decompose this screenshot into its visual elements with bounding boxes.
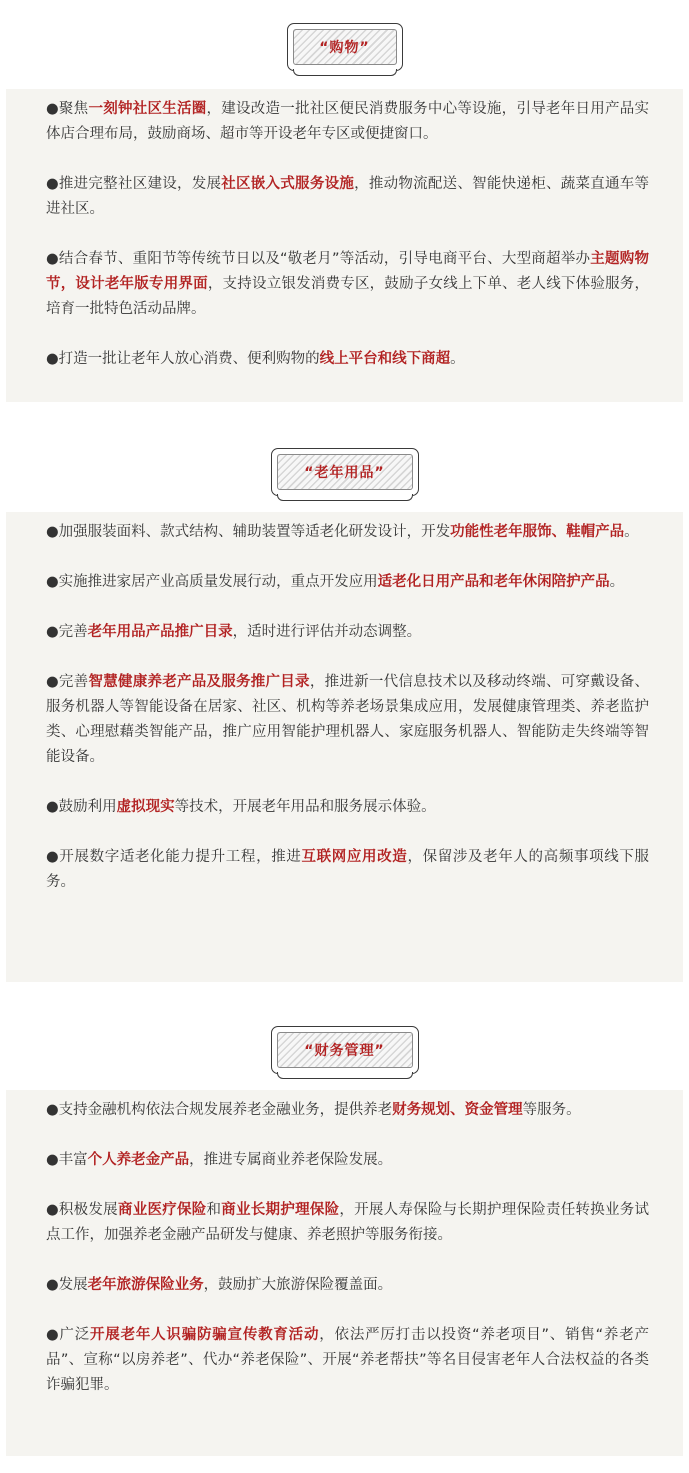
highlight-text: 社区嵌入式服务设施 bbox=[221, 176, 355, 192]
body-text: ●发展 bbox=[46, 1277, 88, 1293]
highlight-text: 互联网应用改造 bbox=[301, 849, 408, 865]
highlight-text: 智慧健康养老产品及服务推广目录 bbox=[88, 674, 310, 690]
section-finance-panel bbox=[6, 1090, 683, 1456]
body-text: ，开展人寿保险与长期护理保险责任转换业务试点工作，加强养老金融产品研发与健康、养老照护等服务衔接。 bbox=[46, 1202, 650, 1243]
section-title: “购物” bbox=[319, 40, 370, 56]
section-title-badge bbox=[271, 448, 419, 496]
section-elderly-products-header bbox=[0, 448, 689, 502]
body-text: 。 bbox=[450, 351, 465, 367]
paragraph bbox=[46, 620, 649, 645]
section-shopping-panel bbox=[6, 89, 683, 402]
section-finance-header bbox=[0, 1026, 689, 1080]
paragraph bbox=[46, 670, 649, 770]
body-text: ，推进专属商业养老保险发展。 bbox=[189, 1152, 393, 1168]
highlight-text: 功能性老年服饰、鞋帽产品 bbox=[450, 524, 625, 540]
paragraph bbox=[46, 97, 649, 147]
paragraph bbox=[46, 1273, 649, 1298]
body-text: ●加强服装面料、款式结构、辅助装置等适老化研发设计，开发 bbox=[46, 524, 451, 540]
highlight-text: 一刻钟社区生活圈 bbox=[88, 101, 207, 117]
body-text: ●积极发展 bbox=[46, 1202, 118, 1218]
highlight-text: 商业长期护理保险 bbox=[221, 1202, 340, 1218]
paragraph bbox=[46, 520, 649, 545]
paragraph bbox=[46, 1098, 649, 1123]
highlight-text: 老年用品产品推广目录 bbox=[87, 624, 233, 640]
section-title: “财务管理” bbox=[304, 1043, 385, 1059]
paragraph bbox=[46, 1323, 649, 1398]
body-text: ●推进完整社区建设，发展 bbox=[46, 176, 222, 192]
body-text: ●开展数字适老化能力提升工程，推进 bbox=[46, 849, 302, 865]
body-text: ●聚焦 bbox=[46, 101, 89, 117]
body-text: ●鼓励利用 bbox=[46, 799, 117, 815]
paragraph bbox=[46, 795, 649, 820]
body-text: ，推进新一代信息技术以及移动终端、可穿戴设备、服务机器人等智能设备在居家、社区、机构等养老场景集成应用，发展健康管理类、养老监护类、心理慰藉类智能产品，推广应用智能护理机器人、家庭服务机器人、智能防走失终端等智能设备。 bbox=[46, 674, 650, 765]
body-text: ，支持设立银发消费专区，鼓励子女线上下单、老人线下体验服务，培育一批特色活动品牌。 bbox=[46, 276, 650, 317]
badge-hatch-pattern bbox=[293, 29, 397, 65]
section-title: “老年用品” bbox=[304, 465, 385, 481]
body-text: 。 bbox=[624, 524, 639, 540]
highlight-text: 老年旅游保险业务 bbox=[87, 1277, 204, 1293]
body-text: ●支持金融机构依法合规发展养老金融业务，提供养老 bbox=[46, 1102, 393, 1118]
badge-hatch-pattern bbox=[277, 1032, 413, 1068]
highlight-text: 个人养老金产品 bbox=[87, 1152, 190, 1168]
section-title-badge bbox=[287, 23, 403, 71]
body-text: ，保留涉及老年人的高频事项线下服务。 bbox=[46, 849, 650, 890]
body-text: 等服务。 bbox=[522, 1102, 581, 1118]
paragraph bbox=[46, 1198, 649, 1248]
body-text: ●完善 bbox=[46, 674, 89, 690]
body-text: ，建设改造一批社区便民消费服务中心等设施，引导老年日用产品实体店合理布局，鼓励商场、超市等开设老年专区或便捷窗口。 bbox=[46, 101, 650, 142]
highlight-text: 开展老年人识骗防骗宣传教育活动 bbox=[90, 1327, 320, 1343]
paragraph bbox=[46, 1148, 649, 1173]
section-title-badge bbox=[271, 1026, 419, 1074]
section-shopping-header bbox=[0, 23, 689, 77]
body-text: ●广泛 bbox=[46, 1327, 90, 1343]
paragraph bbox=[46, 347, 649, 372]
highlight-text: 虚拟现实 bbox=[116, 799, 175, 815]
paragraph bbox=[46, 570, 649, 595]
highlight-text: 商业医疗保险 bbox=[117, 1202, 207, 1218]
body-text: 。 bbox=[609, 574, 625, 590]
body-text: ●结合春节、重阳节等传统节日以及“敬老月”等活动，引导电商平台、大型商超举办 bbox=[46, 251, 591, 267]
body-text: ，鼓励扩大旅游保险覆盖面。 bbox=[203, 1277, 393, 1293]
body-text: ●打造一批让老年人放心消费、便利购物的 bbox=[46, 351, 320, 367]
body-text: ●实施推进家居产业高质量发展行动，重点开发应用 bbox=[46, 574, 378, 590]
body-text: 和 bbox=[206, 1202, 222, 1218]
highlight-text: 财务规划、资金管理 bbox=[392, 1102, 523, 1118]
body-text: ●丰富 bbox=[46, 1152, 88, 1168]
body-text: ，推动物流配送、智能快递柜、蔬菜直通车等进社区。 bbox=[46, 176, 650, 217]
body-text: ●完善 bbox=[46, 624, 88, 640]
body-text: ，依法严厉打击以投资“养老项目”、销售“养老产品”、宣称“以房养老”、代办“养老保险”、开展“养老帮扶”等名目侵害老年人合法权益的各类诈骗犯罪。 bbox=[46, 1327, 649, 1393]
paragraph bbox=[46, 845, 649, 895]
section-elderly-products-panel bbox=[6, 512, 683, 982]
highlight-text: 线上平台和线下商超 bbox=[319, 351, 451, 367]
paragraph bbox=[46, 172, 649, 222]
body-text: 等技术，开展老年用品和服务展示体验。 bbox=[174, 799, 436, 815]
body-text: ，适时进行评估并动态调整。 bbox=[232, 624, 422, 640]
highlight-text: 适老化日用产品和老年休闲陪护产品 bbox=[377, 574, 610, 590]
badge-hatch-pattern bbox=[277, 454, 413, 490]
paragraph bbox=[46, 247, 649, 322]
highlight-text: 主题购物节，设计老年版专用界面 bbox=[46, 251, 649, 292]
